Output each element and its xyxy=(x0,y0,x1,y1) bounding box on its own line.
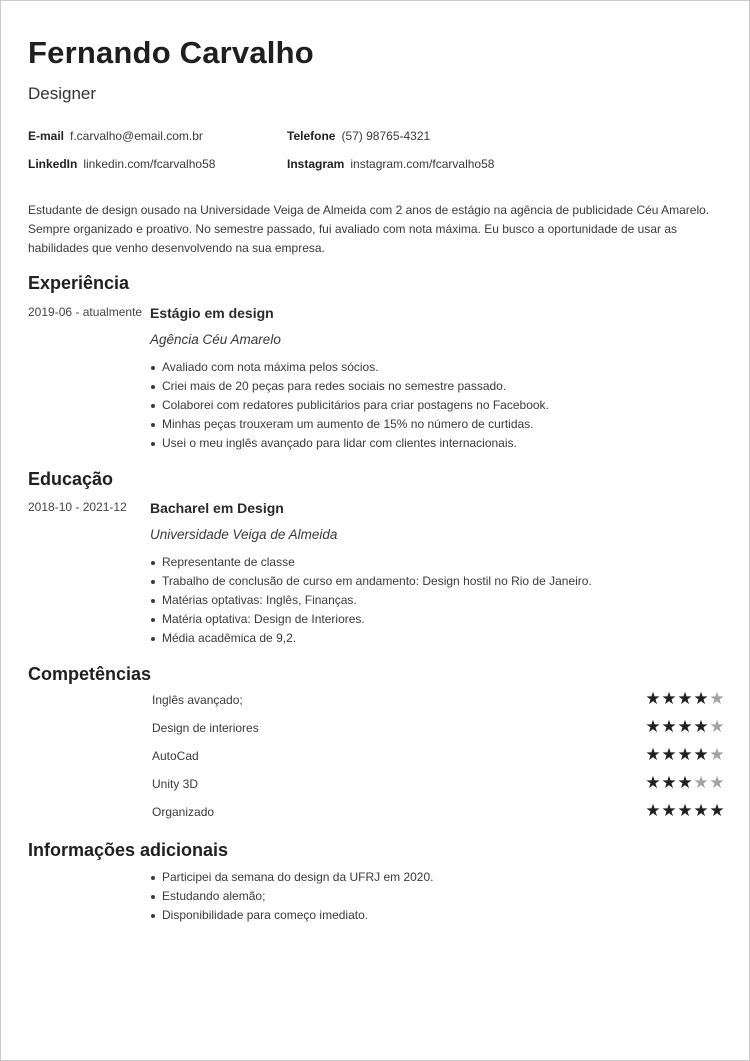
skill-rating xyxy=(645,745,725,765)
contact-email xyxy=(28,129,203,143)
star-filled-icon: ★ xyxy=(709,801,725,820)
list-item: Disponibilidade para começo imediato. xyxy=(162,906,732,925)
list-item: Estudando alemão; xyxy=(162,887,732,906)
contact-email-value[interactable]: f.carvalho@email.com.br xyxy=(70,129,203,143)
skills-heading: Competências xyxy=(28,664,152,684)
contact-email-label: E-mail xyxy=(28,129,65,143)
skill-name: Organizado xyxy=(152,805,215,819)
education-date: 2018-10 - 2021-12 xyxy=(28,500,127,514)
contact-phone-value[interactable]: (57) 98765-4321 xyxy=(341,129,431,143)
experience-role: Estágio em design xyxy=(150,305,274,321)
list-item: Usei o meu inglês avançado para lidar com clientes internacionais. xyxy=(162,434,732,453)
star-filled-icon: ★ xyxy=(645,689,661,708)
star-filled-icon: ★ xyxy=(693,717,709,736)
candidate-title: Designer xyxy=(28,84,97,103)
education-degree: Bacharel em Design xyxy=(150,500,284,516)
star-empty-icon: ★ xyxy=(709,689,725,708)
star-filled-icon: ★ xyxy=(677,717,693,736)
star-empty-icon: ★ xyxy=(709,773,725,792)
candidate-name: Fernando Carvalho xyxy=(28,35,314,70)
star-filled-icon: ★ xyxy=(693,745,709,764)
star-filled-icon: ★ xyxy=(645,801,661,820)
contact-instagram-value[interactable]: instagram.com/fcarvalho58 xyxy=(350,157,495,171)
star-filled-icon: ★ xyxy=(677,801,693,820)
list-item: Representante de classe xyxy=(162,553,732,572)
list-item: Colaborei com redatores publicitários para criar postagens no Facebook. xyxy=(162,396,732,415)
star-filled-icon: ★ xyxy=(645,717,661,736)
contact-linkedin-label: LinkedIn xyxy=(28,157,78,171)
skills-list xyxy=(152,688,725,828)
star-filled-icon: ★ xyxy=(693,689,709,708)
skill-rating xyxy=(645,801,725,821)
skill-row xyxy=(152,800,725,828)
star-filled-icon: ★ xyxy=(645,745,661,764)
contact-phone xyxy=(287,129,430,143)
star-empty-icon: ★ xyxy=(709,745,725,764)
skill-row xyxy=(152,716,725,744)
skill-rating xyxy=(645,773,725,793)
contact-instagram xyxy=(287,157,494,171)
education-school: Universidade Veiga de Almeida xyxy=(150,527,338,542)
star-filled-icon: ★ xyxy=(661,745,677,764)
star-filled-icon: ★ xyxy=(661,801,677,820)
education-bullets xyxy=(150,553,732,648)
list-item: Média acadêmica de 9,2. xyxy=(162,629,732,648)
star-filled-icon: ★ xyxy=(645,773,661,792)
star-filled-icon: ★ xyxy=(677,773,693,792)
list-item: Participei da semana do design da UFRJ em 2020. xyxy=(162,868,732,887)
skill-name: Inglês avançado; xyxy=(152,693,243,707)
skill-name: Design de interiores xyxy=(152,721,259,735)
skill-name: Unity 3D xyxy=(152,777,199,791)
experience-org: Agência Céu Amarelo xyxy=(150,332,281,347)
star-filled-icon: ★ xyxy=(661,689,677,708)
star-filled-icon: ★ xyxy=(693,801,709,820)
star-filled-icon: ★ xyxy=(677,689,693,708)
contact-linkedin-value[interactable]: linkedin.com/fcarvalho58 xyxy=(83,157,216,171)
list-item: Trabalho de conclusão de curso em andamento: Design hostil no Rio de Janeiro. xyxy=(162,572,732,591)
skill-row xyxy=(152,744,725,772)
experience-heading: Experiência xyxy=(28,273,130,293)
skill-rating xyxy=(645,717,725,737)
list-item: Criei mais de 20 peças para redes sociais no semestre passado. xyxy=(162,377,732,396)
additional-bullets xyxy=(150,868,732,925)
list-item: Matéria optativa: Design de Interiores. xyxy=(162,610,732,629)
star-filled-icon: ★ xyxy=(661,717,677,736)
skill-name: AutoCad xyxy=(152,749,199,763)
skill-row xyxy=(152,772,725,800)
education-heading: Educação xyxy=(28,469,114,489)
profile-summary: Estudante de design ousado na Universidade Veiga de Almeida com 2 anos de estágio na agência de publicidade Céu Amarelo. Sempre organizado e proativo. No semestre passado, fui avaliado com nota máxima. Eu busco a oportunidade de usar as habilidades que venho desenvolvendo na sua empresa. xyxy=(28,203,710,255)
contact-instagram-label: Instagram xyxy=(287,157,345,171)
list-item: Matérias optativas: Inglês, Finanças. xyxy=(162,591,732,610)
contact-phone-label: Telefone xyxy=(287,129,336,143)
experience-date: 2019-06 - atualmente xyxy=(28,305,143,319)
star-filled-icon: ★ xyxy=(661,773,677,792)
list-item: Minhas peças trouxeram um aumento de 15% no número de curtidas. xyxy=(162,415,732,434)
skill-rating xyxy=(645,689,725,709)
skill-row xyxy=(152,688,725,716)
star-empty-icon: ★ xyxy=(693,773,709,792)
additional-heading: Informações adicionais xyxy=(28,840,229,860)
star-filled-icon: ★ xyxy=(677,745,693,764)
experience-bullets xyxy=(150,358,732,453)
star-empty-icon: ★ xyxy=(709,717,725,736)
contact-linkedin xyxy=(28,157,215,171)
list-item: Avaliado com nota máxima pelos sócios. xyxy=(162,358,732,377)
